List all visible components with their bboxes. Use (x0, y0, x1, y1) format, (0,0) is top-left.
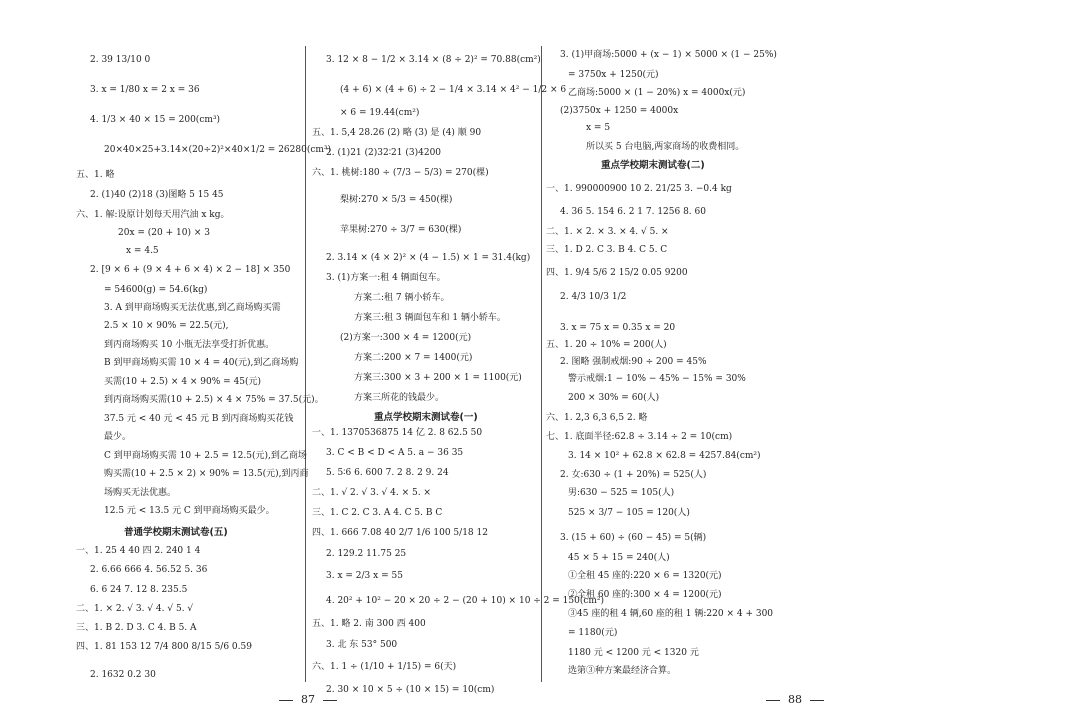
answer-line: 6. 6 24 7. 12 8. 235.5 (90, 585, 188, 595)
answer-line: 2. 女:630 ÷ (1 + 20%) = 525(人) (560, 470, 707, 480)
answer-line: 五、1. 略 2. 南 300 西 400 (312, 619, 426, 629)
answer-line: 到丙商场购买 10 小瓶无法享受打折优惠。 (104, 340, 275, 350)
answer-line: 一、1. 1370536875 14 亿 2. 8 62.5 50 (312, 428, 483, 438)
answer-line: (2)方案一:300 × 4 = 1200(元) (340, 333, 472, 343)
answer-line: 六、1. 1 ÷ (1/10 + 1/15) = 6(天) (312, 662, 457, 672)
answer-line: C 到甲商场购买需 10 + 2.5 = 12.5(元),到乙商场 (104, 451, 307, 461)
answer-line: ②全租 60 座的:300 × 4 = 1200(元) (568, 590, 722, 600)
answer-line: 三、1. D 2. C 3. B 4. C 5. C (546, 245, 668, 255)
answer-line: B 到甲商场购买需 10 × 4 = 40(元),到乙商场购 (104, 358, 299, 368)
answer-line: 五、1. 5,4 28.26 (2) 略 (3) 是 (4) 顺 90 (312, 128, 482, 138)
answer-line: 二、1. × 2. × 3. × 4. √ 5. × (546, 227, 669, 237)
answer-line: 苹果树:270 ÷ 3/7 = 630(棵) (340, 225, 462, 235)
answer-line: 梨树:270 × 5/3 = 450(棵) (340, 195, 453, 205)
answer-line: 六、1. 2,3 6,3 6,5 2. 略 (546, 413, 648, 423)
answer-line: 方案二:租 7 辆小轿车。 (354, 293, 450, 303)
page-number-text: 88 (788, 693, 802, 706)
answer-line: 四、1. 666 7.08 40 2/7 1/6 100 5/18 12 (312, 528, 488, 538)
answer-line: 乙商场:5000 × (1 − 20%) x = 4000x(元) (568, 88, 746, 98)
answer-line: 4. 36 5. 154 6. 2 1 7. 1256 8. 60 (560, 207, 706, 217)
answer-line: 2. 1632 0.2 30 (90, 670, 156, 680)
answer-line: 方案三所花的钱最少。 (354, 393, 445, 403)
answer-line: 2. 图略 强制戒烟:90 ÷ 200 = 45% (560, 357, 707, 367)
answer-line: 2. [9 × 6 + (9 × 4 + 6 × 4) × 2 − 18] × 350 (90, 265, 291, 275)
answer-line: 警示戒烟:1 − 10% − 45% − 15% = 30% (568, 374, 746, 384)
answer-line: 3. (15 + 60) ÷ (60 − 45) = 5(辆) (560, 533, 707, 543)
answer-line: 四、1. 9/4 5/6 2 15/2 0.05 9200 (546, 268, 688, 278)
answer-line: × 6 = 19.44(cm²) (340, 108, 420, 118)
section-heading: 普通学校期末测试卷(五) (124, 527, 228, 538)
answer-line: 方案三:租 3 辆面包车和 1 辆小轿车。 (354, 313, 506, 323)
answer-line: 20×40×25+3.14×(20÷2)²×40×1/2 = 26280(cm³) (104, 145, 332, 155)
answer-line: 200 × 30% = 60(人) (568, 393, 660, 403)
answer-line: 2. 39 13/10 0 (90, 55, 151, 65)
answer-line: 三、1. B 2. D 3. C 4. B 5. A (76, 623, 197, 633)
answer-line: = 1180(元) (568, 628, 618, 638)
answer-line: (4 + 6) × (4 + 6) ÷ 2 − 1/4 × 3.14 × 4² − 1/2 × 6 (340, 85, 567, 95)
page-number-text: 87 (301, 693, 315, 706)
column-divider (541, 46, 542, 682)
answer-line: 购买需(10 + 2.5 × 2) × 90% = 13.5(元),到丙商 (104, 469, 309, 479)
answer-line: 方案二:200 × 7 = 1400(元) (354, 353, 473, 363)
answer-line: 4. 20² + 10² − 20 × 20 ÷ 2 − (20 + 10) × 10 ÷ 2 = 150(cm²) (326, 596, 605, 606)
answer-line: 3. 12 × 8 − 1/2 × 3.14 × (8 ÷ 2)² = 70.88(cm²) (326, 55, 541, 65)
answer-line: 2. (1)21 (2)32∶21 (3)4200 (326, 148, 442, 158)
answer-line: 3. (1)方案一:租 4 辆面包车。 (326, 273, 446, 283)
answer-line: 3. (1)甲商场:5000 + (x − 1) × 5000 × (1 − 25%) (560, 50, 777, 60)
answer-line: 选第③种方案最经济合算。 (568, 666, 677, 676)
answer-line: 3. A 到甲商场购买无法优惠,到乙商场购买需 (104, 303, 281, 313)
answer-line: 3. x = 2/3 x = 55 (326, 571, 403, 581)
answer-line: 3. x = 75 x = 0.35 x = 20 (560, 323, 676, 333)
answer-line: 3. x = 1/80 x = 2 x = 36 (90, 85, 200, 95)
answer-line: 2. 6.66 666 4. 56.52 5. 36 (90, 565, 208, 575)
answer-line: 二、1. × 2. √ 3. √ 4. √ 5. √ (76, 604, 194, 614)
answer-line: 六、1. 解:设原计划每天用汽油 x kg。 (76, 210, 230, 220)
answer-line: 男:630 − 525 = 105(人) (568, 488, 675, 498)
answer-line: 买需(10 + 2.5) × 4 × 90% = 45(元) (104, 377, 262, 387)
page-number-left (271, 693, 345, 706)
answer-line: ③45 座的租 4 辆,60 座的租 1 辆:220 × 4 + 300 (568, 609, 774, 619)
answer-line: 37.5 元 < 40 元 < 45 元 B 到丙商场购买花钱 (104, 414, 294, 424)
answer-line: 2.5 × 10 × 90% = 22.5(元), (104, 321, 229, 331)
answer-line: 5. 5∶6 6. 600 7. 2 8. 2 9. 24 (326, 468, 449, 478)
answer-line: x = 5 (586, 123, 611, 133)
section-heading: 重点学校期末测试卷(一) (374, 412, 478, 423)
answer-line: ①全租 45 座的:220 × 6 = 1320(元) (568, 571, 722, 581)
answer-line: 一、1. 990000900 10 2. 21/25 3. −0.4 kg (546, 184, 732, 194)
answer-line: = 3750x + 1250(元) (568, 70, 659, 80)
answer-line: 525 × 3/7 − 105 = 120(人) (568, 508, 690, 518)
answer-line: 七、1. 底面半径:62.8 ÷ 3.14 ÷ 2 = 10(cm) (546, 432, 733, 442)
answer-line: 20x = (20 + 10) × 3 (118, 228, 210, 238)
answer-line: 方案三:300 × 3 + 200 × 1 = 1100(元) (354, 373, 522, 383)
answer-line: = 54600(g) = 54.6(kg) (104, 285, 208, 295)
answer-line: 所以买 5 台电脑,两家商场的收费相同。 (586, 142, 745, 152)
answer-line: 45 × 5 + 15 = 240(人) (568, 553, 670, 563)
section-heading: 重点学校期末测试卷(二) (601, 160, 705, 171)
answer-line: 2. 30 × 10 × 5 ÷ (10 × 15) = 10(cm) (326, 685, 495, 695)
answer-line: 1180 元 < 1200 元 < 1320 元 (568, 648, 699, 658)
answer-line: 2. 129.2 11.75 25 (326, 549, 407, 559)
answer-line: 三、1. C 2. C 3. A 4. C 5. B C (312, 508, 443, 518)
answer-line: 五、1. 20 ÷ 10% = 200(人) (546, 340, 667, 350)
answer-line: 2. 3.14 × (4 × 2)² × (4 − 1.5) × 1 = 31.4(kg) (326, 253, 531, 263)
answer-line: 3. 北 东 53° 500 (326, 640, 398, 650)
answer-line: 最少。 (104, 432, 132, 442)
answer-line: 场购买无法优惠。 (104, 488, 177, 498)
answer-line: 二、1. √ 2. √ 3. √ 4. × 5. × (312, 488, 431, 498)
answer-line: x = 4.5 (126, 246, 159, 256)
answer-line: 4. 1/3 × 40 × 15 = 200(cm³) (90, 115, 221, 125)
answer-line: 3. C < B < D < A 5. a − 36 35 (326, 448, 464, 458)
answer-line: 六、1. 桃树:180 ÷ (7/3 − 5/3) = 270(棵) (312, 168, 489, 178)
answer-line: 一、1. 25 4 40 四 2. 240 1 4 (76, 546, 201, 556)
column-divider (305, 46, 306, 682)
answer-line: 四、1. 81 153 12 7/4 800 8/15 5/6 0.59 (76, 642, 252, 652)
answer-line: 12.5 元 < 13.5 元 C 到甲商场购买最少。 (104, 506, 275, 516)
answer-line: 到丙商场购买需(10 + 2.5) × 4 × 75% = 37.5(元)。 (104, 395, 324, 405)
answer-line: 2. (1)40 (2)18 (3)图略 5 15 45 (90, 190, 224, 200)
answer-line: 3. 14 × 10² + 62.8 × 62.8 = 4257.84(cm²) (568, 451, 761, 461)
page-number-right (758, 693, 832, 706)
answer-line: 2. 4/3 10/3 1/2 (560, 292, 627, 302)
answer-line: (2)3750x + 1250 = 4000x (560, 106, 679, 116)
answer-line: 五、1. 略 (76, 170, 115, 180)
